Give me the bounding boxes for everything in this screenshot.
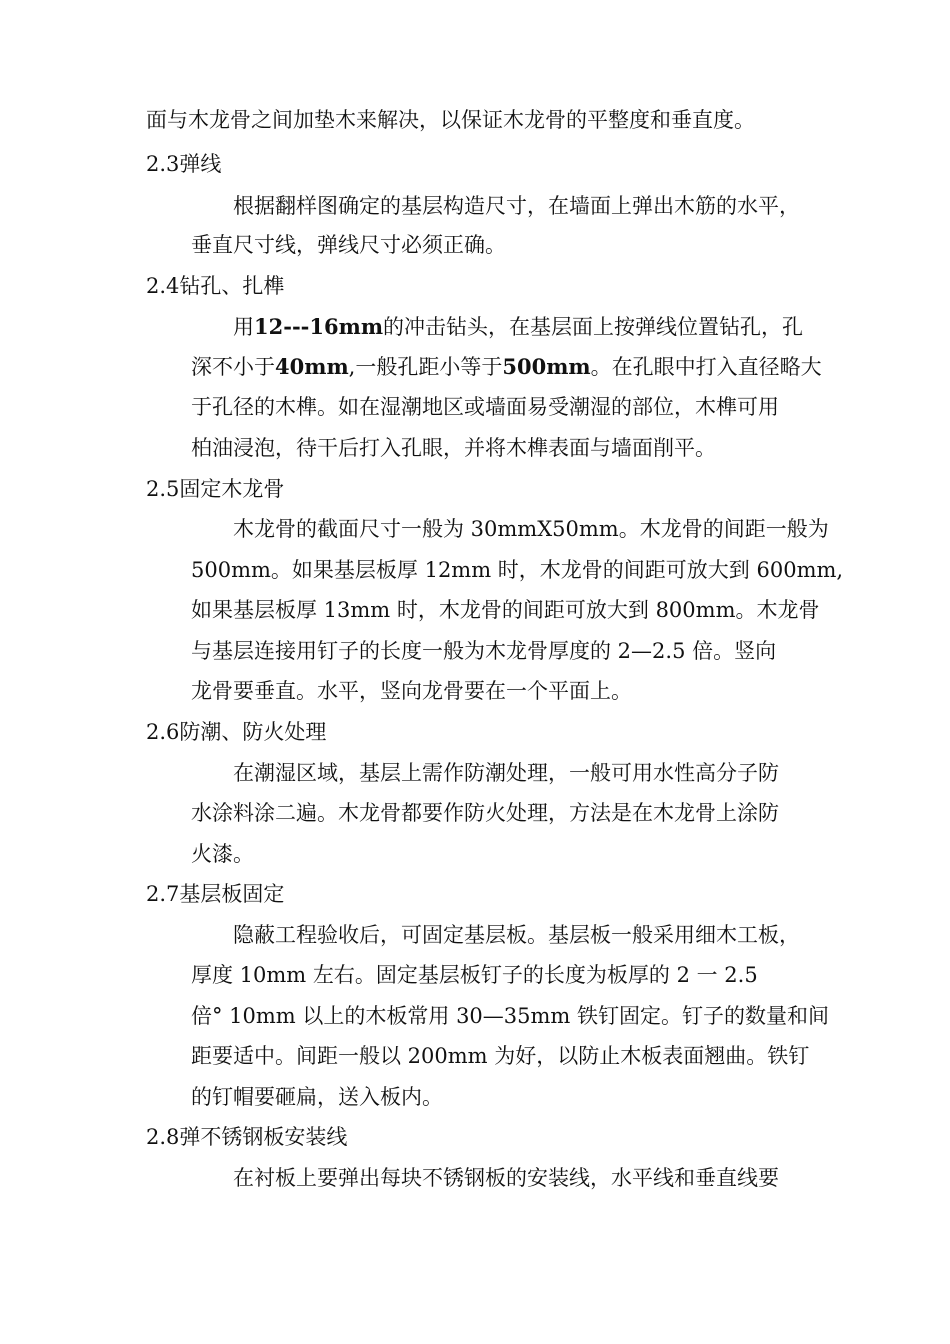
text-run-bold: 40mm xyxy=(275,354,349,379)
text-run: ,一般孔距小等于 xyxy=(348,355,503,379)
paragraph-line: 龙骨要垂直。水平，竖向龙骨要在一个平面上。 xyxy=(191,679,632,703)
section-heading-2-4: 2.4钻孔、扎榫 xyxy=(146,274,285,298)
paragraph-line: 柏油浸泡，待干后打入孔眼，并将木榫表面与墙面削平。 xyxy=(191,436,716,460)
paragraph-line: 在潮湿区域，基层上需作防潮处理，一般可用水性高分子防 xyxy=(233,761,779,785)
paragraph-line xyxy=(191,352,822,382)
paragraph-line: 的钉帽要砸扁，送入板内。 xyxy=(191,1085,443,1109)
text-run: 用 xyxy=(233,315,254,339)
section-heading-2-3: 2.3弹线 xyxy=(146,152,222,176)
text-run: 深不小于 xyxy=(191,355,275,379)
paragraph-line: 垂直尺寸线，弹线尺寸必须正确。 xyxy=(191,233,506,257)
section-heading-2-7: 2.7基层板固定 xyxy=(146,882,285,906)
paragraph-line: 500mm。如果基层板厚 12mm 时，木龙骨的间距可放大到 600mm, xyxy=(191,558,844,582)
text-run-bold: 500mm xyxy=(502,354,591,379)
paragraph-line: 倍° 10mm 以上的木板常用 30—35mm 铁钉固定。钉子的数量和间 xyxy=(191,1004,830,1028)
paragraph-line xyxy=(233,312,803,342)
paragraph-line: 在衬板上要弹出每块不锈钢板的安装线，水平线和垂直线要 xyxy=(233,1166,779,1190)
paragraph-line: 隐蔽工程验收后，可固定基层板。基层板一般采用细木工板， xyxy=(233,923,800,947)
section-heading-2-5: 2.5固定木龙骨 xyxy=(146,477,285,501)
paragraph-line: 距要适中。间距一般以 200mm 为好，以防止木板表面翘曲。铁钉 xyxy=(191,1044,810,1068)
paragraph-line: 如果基层板厚 13mm 时，木龙骨的间距可放大到 800mm。木龙骨 xyxy=(191,598,820,622)
text-run: 。在孔眼中打入直径略大 xyxy=(590,355,822,379)
paragraph-line: 水涂料涂二遍。木龙骨都要作防火处理，方法是在木龙骨上涂防 xyxy=(191,801,779,825)
paragraph-line: 与基层连接用钉子的长度一般为木龙骨厚度的 2—2.5 倍。竖向 xyxy=(191,639,777,663)
intro-line: 面与木龙骨之间加垫木来解决，以保证木龙骨的平整度和垂直度。 xyxy=(146,108,755,132)
text-run-bold: 12---16mm xyxy=(254,314,384,339)
paragraph-line: 火漆。 xyxy=(191,842,254,866)
section-heading-2-6: 2.6防潮、防火处理 xyxy=(146,720,327,744)
paragraph-line: 木龙骨的截面尺寸一般为 30mmX50mm。木龙骨的间距一般为 xyxy=(233,517,829,541)
paragraph-line: 厚度 10mm 左右。固定基层板钉子的长度为板厚的 2 一 2.5 xyxy=(191,963,758,987)
text-run: 的冲击钻头，在基层面上按弹线位置钻孔，孔 xyxy=(383,315,804,339)
paragraph-line: 根据翻样图确定的基层构造尺寸，在墙面上弹出木筋的水平， xyxy=(233,194,800,218)
paragraph-line: 于孔径的木榫。如在湿潮地区或墙面易受潮湿的部位，木榫可用 xyxy=(191,395,779,419)
section-heading-2-8: 2.8弹不锈钢板安装线 xyxy=(146,1125,348,1149)
